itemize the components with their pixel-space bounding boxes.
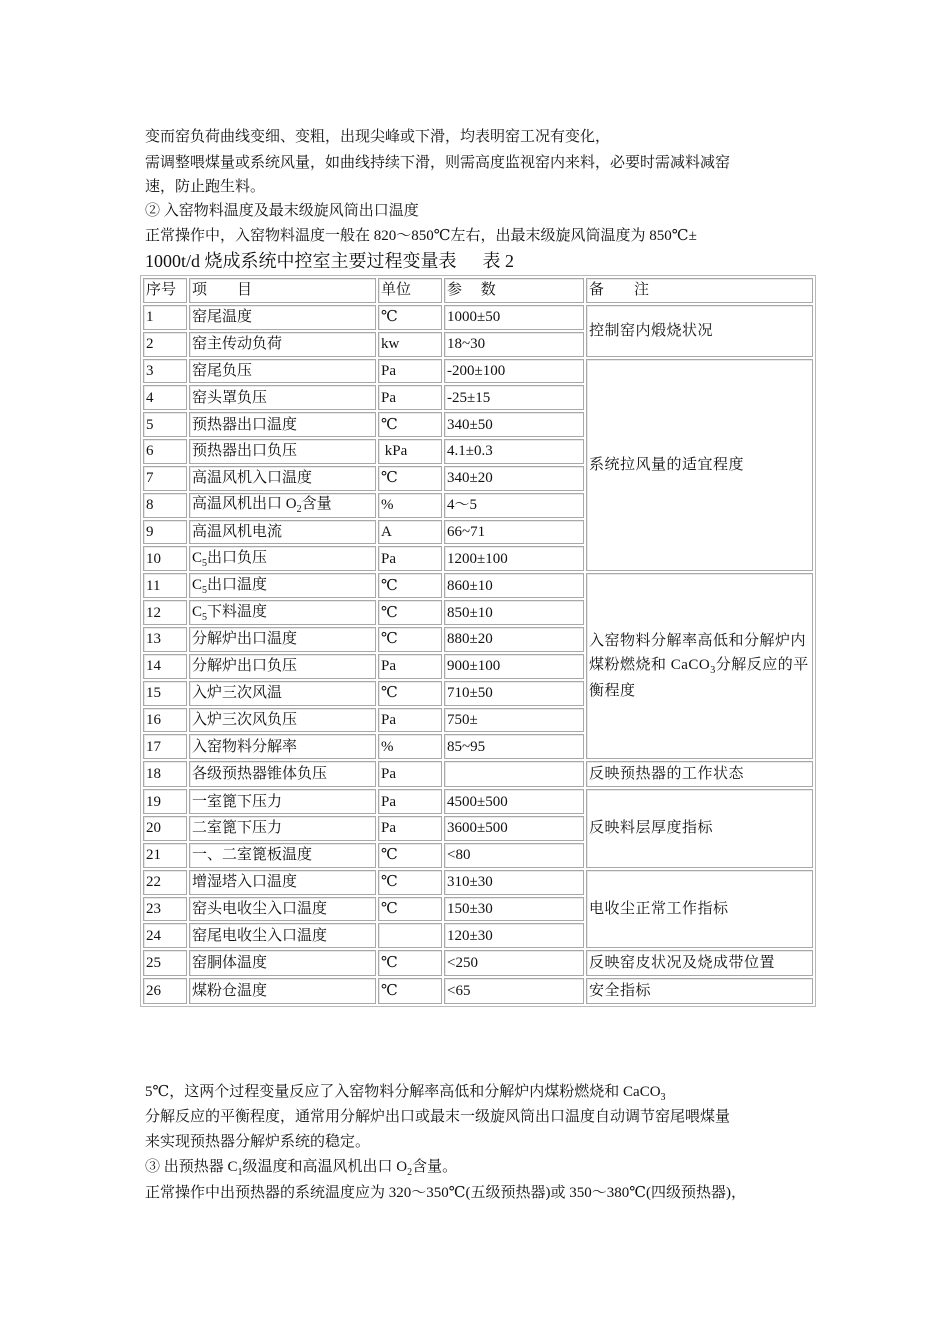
cell-param: 340±50 <box>444 412 584 437</box>
cell-no: 23 <box>143 897 187 922</box>
cell-item: 窑主传动负荷 <box>189 332 376 357</box>
cell-unit: ℃ <box>378 978 442 1004</box>
cell-no: 4 <box>143 385 187 410</box>
note-decomposition <box>586 573 813 759</box>
cell-unit: kPa <box>378 439 442 464</box>
cell-item: 窑尾温度 <box>189 305 376 330</box>
cell-unit: % <box>378 493 442 518</box>
cell-unit: ℃ <box>378 305 442 330</box>
cell-unit <box>378 923 442 948</box>
cell-param: 880±20 <box>444 627 584 652</box>
section-heading-3 <box>145 1155 457 1181</box>
paragraph-line-2: 需调整喂煤量或系统风量，如曲线持续下滑，则需高度监视窑内来料，必要时需减料减窑 <box>145 155 731 171</box>
table-caption <box>145 248 514 274</box>
cell-item: 窑头电收尘入口温度 <box>189 897 376 922</box>
cell-no: 18 <box>143 761 187 787</box>
table-row <box>143 789 813 814</box>
header-unit: 单位 <box>378 278 442 303</box>
note-kiln-shell: 反映窑皮状况及烧成带位置 <box>586 950 813 976</box>
cell-no: 16 <box>143 708 187 733</box>
cell-no: 15 <box>143 681 187 706</box>
cell-item: 预热器出口温度 <box>189 412 376 437</box>
cell-item: 二室篦下压力 <box>189 816 376 841</box>
table-row <box>143 359 813 384</box>
cell-unit: ℃ <box>378 627 442 652</box>
cell-no: 9 <box>143 520 187 545</box>
cell-item: 煤粉仓温度 <box>189 978 376 1004</box>
paragraph-line-10: 正常操作中出预热器的系统温度应为 320～350℃(五级预热器)或 350～380℃(四级预热器)， <box>145 1185 747 1201</box>
cell-param: 66~71 <box>444 520 584 545</box>
cell-unit: ℃ <box>378 412 442 437</box>
cell-param: 900±100 <box>444 654 584 679</box>
cell-param <box>444 761 584 787</box>
cell-item: 各级预热器锥体负压 <box>189 761 376 787</box>
cell-param: <250 <box>444 950 584 976</box>
paragraph-line-1: 变而窑负荷曲线变细、变粗，出现尖峰或下滑，均表明窑工况有变化， <box>145 129 611 145</box>
subscript: 5 <box>202 557 208 569</box>
cell-item: 窑胴体温度 <box>189 950 376 976</box>
cell-unit: Pa <box>378 789 442 814</box>
table-title: 1000t/d 烧成系统中控室主要过程变量表 <box>145 251 457 271</box>
cell-param: <80 <box>444 843 584 868</box>
table-number: 表 2 <box>482 251 515 271</box>
cell-item <box>189 493 376 518</box>
section-heading-2: ② 入窑物料温度及最末级旋风筒出口温度 <box>145 203 419 219</box>
cell-param: 4～5 <box>444 493 584 518</box>
table-row <box>143 305 813 330</box>
subscript: 1 <box>237 1167 243 1178</box>
text: ③ 出预热器 C <box>145 1159 238 1175</box>
cell-item: 窑头罩负压 <box>189 385 376 410</box>
cell-unit: ℃ <box>378 600 442 625</box>
table-row <box>143 573 813 598</box>
cell-param: 710±50 <box>444 681 584 706</box>
cell-unit: Pa <box>378 708 442 733</box>
item-text: 下料温度 <box>207 603 268 620</box>
cell-param: <65 <box>444 978 584 1004</box>
cell-no: 3 <box>143 359 187 384</box>
note-safety: 安全指标 <box>586 978 813 1004</box>
cell-no: 26 <box>143 978 187 1004</box>
paragraph-line-7: 分解反应的平衡程度，通常用分解炉出口或最末一级旋风筒出口温度自动调节窑尾喂煤量 <box>145 1109 731 1125</box>
cell-param: 340±20 <box>444 466 584 491</box>
cell-param: 3600±500 <box>444 816 584 841</box>
cell-item: 预热器出口负压 <box>189 439 376 464</box>
cell-unit: Pa <box>378 546 442 571</box>
cell-unit: A <box>378 520 442 545</box>
item-text: C <box>192 549 203 566</box>
cell-no: 22 <box>143 870 187 895</box>
header-note: 备 注 <box>586 278 813 303</box>
cell-param: 1200±100 <box>444 546 584 571</box>
text: 含量。 <box>412 1159 458 1175</box>
cell-no: 17 <box>143 734 187 759</box>
process-variable-table <box>140 275 816 1007</box>
item-text: 出口温度 <box>207 576 268 593</box>
cell-unit: ℃ <box>378 466 442 491</box>
cell-param: 150±30 <box>444 897 584 922</box>
cell-item: 一室篦下压力 <box>189 789 376 814</box>
cell-param: 4500±500 <box>444 789 584 814</box>
cell-param: -25±15 <box>444 385 584 410</box>
item-text: 含量 <box>301 496 332 513</box>
cell-unit: kw <box>378 332 442 357</box>
cell-item <box>189 573 376 598</box>
cell-no: 24 <box>143 923 187 948</box>
cell-no: 7 <box>143 466 187 491</box>
cell-item: 高温风机电流 <box>189 520 376 545</box>
paragraph-line-8: 来实现预热器分解炉系统的稳定。 <box>145 1134 371 1150</box>
subscript: 5 <box>202 584 208 596</box>
cell-unit: Pa <box>378 761 442 787</box>
cell-param: 120±30 <box>444 923 584 948</box>
subscript: 3 <box>660 1092 666 1103</box>
subscript: 2 <box>296 504 302 516</box>
table-row <box>143 761 813 787</box>
cell-param: 85~95 <box>444 734 584 759</box>
paragraph-line-3: 速，防止跑生料。 <box>145 179 266 195</box>
note-system-draft: 系统拉风量的适宜程度 <box>586 359 813 572</box>
cell-param: 18~30 <box>444 332 584 357</box>
cell-no: 12 <box>143 600 187 625</box>
cell-no: 13 <box>143 627 187 652</box>
subscript: 5 <box>202 611 208 623</box>
cell-unit: Pa <box>378 385 442 410</box>
cell-item <box>189 546 376 571</box>
cell-no: 20 <box>143 816 187 841</box>
cell-no: 10 <box>143 546 187 571</box>
note-kiln-calcination: 控制窑内煅烧状况 <box>586 305 813 357</box>
cell-no: 25 <box>143 950 187 976</box>
subscript: 2 <box>407 1167 413 1178</box>
subscript: 3 <box>710 665 716 677</box>
paragraph-line-5: 正常操作中，入窑物料温度一般在 820～850℃左右，出最末级旋风筒温度为 850℃± <box>145 228 697 244</box>
cell-no: 8 <box>143 493 187 518</box>
cell-item: 入炉三次风温 <box>189 681 376 706</box>
note-precipitator: 电收尘正常工作指标 <box>586 870 813 949</box>
header-no: 序号 <box>143 278 187 303</box>
cell-no: 5 <box>143 412 187 437</box>
cell-unit: ℃ <box>378 843 442 868</box>
cell-no: 11 <box>143 573 187 598</box>
cell-item: 窑尾电收尘入口温度 <box>189 923 376 948</box>
cell-item: 分解炉出口温度 <box>189 627 376 652</box>
cell-unit: ℃ <box>378 897 442 922</box>
cell-item: 增湿塔入口温度 <box>189 870 376 895</box>
header-item: 项 目 <box>189 278 376 303</box>
cell-unit: ℃ <box>378 681 442 706</box>
cell-item: 高温风机入口温度 <box>189 466 376 491</box>
table-row <box>143 870 813 895</box>
cell-item: 一、二室篦板温度 <box>189 843 376 868</box>
item-text: C <box>192 576 203 593</box>
cell-unit: ℃ <box>378 573 442 598</box>
cell-item <box>189 600 376 625</box>
cell-unit: ℃ <box>378 870 442 895</box>
note-preheater-state: 反映预热器的工作状态 <box>586 761 813 787</box>
cell-item: 分解炉出口负压 <box>189 654 376 679</box>
table-row <box>143 978 813 1004</box>
note-text: 入窑物料分解率高低和分解炉内煤粉燃烧和 CaCO <box>589 633 807 674</box>
cell-item: 窑尾负压 <box>189 359 376 384</box>
cell-no: 6 <box>143 439 187 464</box>
header-param: 参 数 <box>444 278 584 303</box>
table-header-row <box>143 278 813 303</box>
item-text: 高温风机出口 O <box>192 496 297 513</box>
cell-no: 1 <box>143 305 187 330</box>
note-material-layer: 反映料层厚度指标 <box>586 789 813 868</box>
cell-item: 入窑物料分解率 <box>189 734 376 759</box>
cell-no: 21 <box>143 843 187 868</box>
cell-unit: % <box>378 734 442 759</box>
cell-unit: Pa <box>378 816 442 841</box>
cell-param: -200±100 <box>444 359 584 384</box>
cell-item: 入炉三次风负压 <box>189 708 376 733</box>
cell-no: 2 <box>143 332 187 357</box>
cell-param: 4.1±0.3 <box>444 439 584 464</box>
text: 级温度和高温风机出口 O <box>242 1159 408 1175</box>
table-row <box>143 950 813 976</box>
item-text: 出口负压 <box>207 549 268 566</box>
cell-param: 1000±50 <box>444 305 584 330</box>
cell-unit: Pa <box>378 654 442 679</box>
cell-no: 14 <box>143 654 187 679</box>
cell-param: 310±30 <box>444 870 584 895</box>
text: 5℃，这两个过程变量反应了入窑物料分解率高低和分解炉内煤粉燃烧和 CaCO <box>145 1084 661 1100</box>
note-text: 分解反应的平衡程度 <box>589 657 809 700</box>
cell-param: 750± <box>444 708 584 733</box>
cell-param: 850±10 <box>444 600 584 625</box>
cell-unit: ℃ <box>378 950 442 976</box>
cell-no: 19 <box>143 789 187 814</box>
paragraph-line-6 <box>145 1080 666 1106</box>
item-text: C <box>192 603 203 620</box>
cell-param: 860±10 <box>444 573 584 598</box>
cell-unit: Pa <box>378 359 442 384</box>
